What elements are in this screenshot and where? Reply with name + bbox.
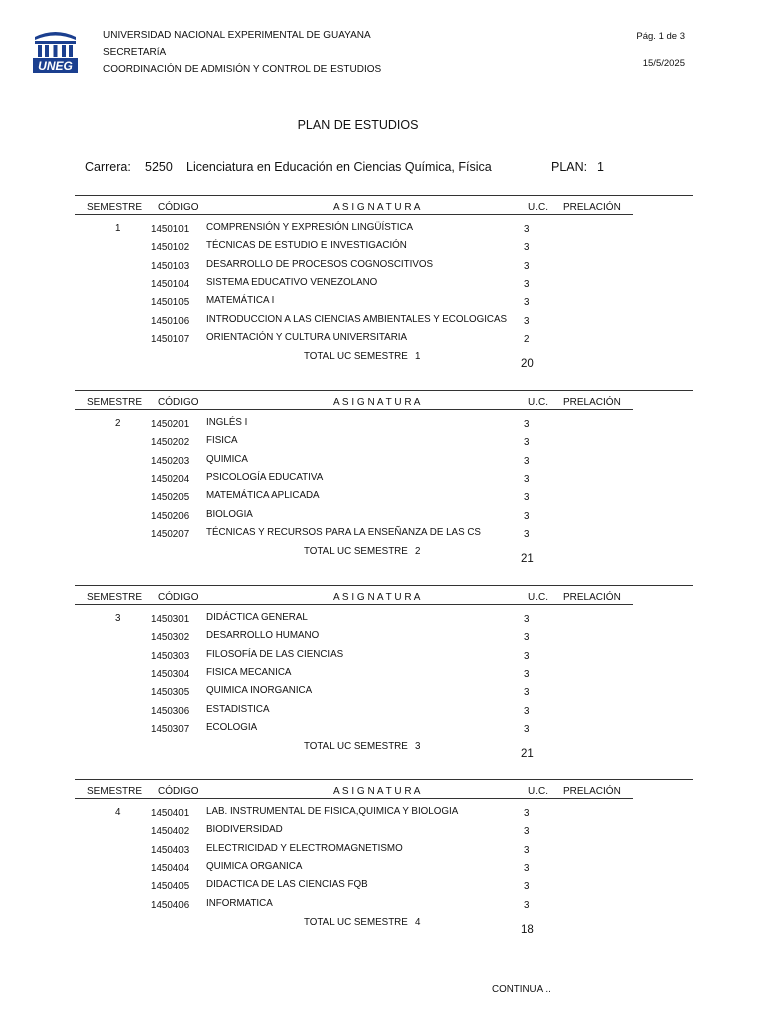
logo-text: UNEG (38, 59, 73, 73)
course-uc: 3 (524, 668, 530, 680)
semester-total-number: 3 (415, 741, 421, 753)
course-uc: 2 (524, 333, 530, 345)
course-name: FILOSOFÍA DE LAS CIENCIAS (206, 648, 344, 660)
course-uc: 3 (524, 614, 530, 625)
semester-total-uc: 20 (521, 358, 534, 371)
section-top-rule (75, 779, 693, 780)
semester-total-number: 2 (415, 546, 421, 558)
column-header-prelacion: PRELACIÓN (563, 786, 621, 797)
course-uc: 3 (524, 705, 530, 717)
semester-total-label: TOTAL UC SEMESTRE (304, 546, 408, 558)
course-name: QUIMICA (206, 453, 248, 465)
course-code: 1450205 (151, 492, 190, 504)
course-uc: 3 (524, 242, 530, 254)
course-name: COMPRENSIÓN Y EXPRESIÓN LINGÜÍSTICA (206, 222, 414, 233)
course-code: 1450403 (151, 844, 190, 856)
course-uc: 3 (524, 723, 530, 735)
course-name: DESARROLLO DE PROCESOS COGNOSCITIVOS (206, 258, 434, 270)
document-title: PLAN DE ESTUDIOS (297, 118, 419, 132)
semester-total-number: 4 (415, 916, 421, 928)
course-code: 1450101 (151, 224, 190, 235)
course-code: 1450406 (151, 899, 190, 911)
plan-value: 1 (597, 160, 604, 174)
column-header-codigo: CÓDIGO (158, 202, 199, 213)
page-number: Pág. 1 de 3 (636, 31, 685, 42)
course-uc: 3 (524, 419, 530, 430)
column-header-prelacion: PRELACIÓN (563, 202, 621, 213)
plan-label: PLAN: (551, 160, 588, 174)
semester-total-label: TOTAL UC SEMESTRE (304, 351, 408, 363)
course-code: 1450307 (151, 723, 190, 735)
course-code: 1450206 (151, 510, 190, 522)
column-header-uc: U.C. (528, 786, 548, 797)
column-header-semestre: SEMESTRE (87, 786, 143, 797)
course-uc: 3 (524, 862, 530, 874)
section-top-rule (75, 585, 693, 586)
course-code: 1450306 (151, 705, 190, 717)
course-name: BIOLOGIA (206, 508, 253, 520)
course-name: FISICA MECANICA (206, 666, 292, 678)
course-code: 1450202 (151, 437, 190, 449)
course-code: 1450402 (151, 826, 190, 838)
column-header-semestre: SEMESTRE (87, 397, 143, 408)
course-code: 1450301 (151, 614, 190, 625)
semester-total-uc: 21 (521, 748, 534, 761)
course-uc: 3 (524, 455, 530, 467)
semester-total-label: TOTAL UC SEMESTRE (304, 916, 408, 928)
uneg-logo (32, 29, 79, 74)
column-header-uc: U.C. (528, 592, 548, 603)
semester-total-uc: 18 (521, 923, 534, 936)
course-uc: 3 (524, 297, 530, 309)
semester-total-number: 1 (415, 351, 421, 363)
course-code: 1450203 (151, 455, 190, 467)
course-uc: 3 (524, 278, 530, 290)
course-name: MATEMÁTICA APLICADA (206, 490, 320, 502)
course-name: ECOLOGIA (206, 721, 258, 733)
semester-total-label: TOTAL UC SEMESTRE (304, 741, 408, 753)
carrera-name: Licenciatura en Educación en Ciencias Química, Física (186, 160, 492, 174)
column-header-asignatura: A S I G N A T U R A (333, 397, 421, 408)
column-header-asignatura: A S I G N A T U R A (333, 202, 421, 213)
course-name: LAB. INSTRUMENTAL DE FISICA,QUIMICA Y BIOLOGIA (206, 806, 459, 817)
course-code: 1450305 (151, 687, 190, 699)
course-code: 1450102 (151, 242, 190, 254)
course-uc: 3 (524, 844, 530, 856)
report-date: 15/5/2025 (642, 58, 685, 69)
course-uc: 3 (524, 808, 530, 819)
course-name: TÉCNICAS DE ESTUDIO E INVESTIGACIÓN (206, 240, 407, 252)
section-top-rule (75, 195, 693, 196)
course-uc: 3 (524, 510, 530, 522)
column-header-asignatura: A S I G N A T U R A (333, 786, 421, 797)
course-uc: 3 (524, 650, 530, 662)
course-code: 1450106 (151, 315, 190, 327)
header-bottom-rule (75, 604, 633, 605)
course-uc: 3 (524, 473, 530, 485)
course-code: 1450107 (151, 333, 190, 345)
course-uc: 3 (524, 224, 530, 235)
course-code: 1450303 (151, 650, 190, 662)
course-code: 1450104 (151, 278, 190, 290)
semester-total-uc: 21 (521, 553, 534, 566)
course-code: 1450105 (151, 297, 190, 309)
header-bottom-rule (75, 798, 633, 799)
carrera-label: Carrera: (85, 160, 131, 174)
department-name: SECRETARíA (103, 47, 167, 58)
course-name: PSICOLOGÍA EDUCATIVA (206, 471, 324, 483)
column-header-uc: U.C. (528, 202, 548, 213)
semester-number: 1 (115, 223, 121, 234)
header-bottom-rule (75, 214, 633, 215)
column-header-semestre: SEMESTRE (87, 592, 143, 603)
course-name: QUIMICA ORGANICA (206, 860, 303, 872)
course-name: TÉCNICAS Y RECURSOS PARA LA ENSEÑANZA DE LAS CS (206, 526, 481, 538)
course-name: DIDACTICA DE LAS CIENCIAS FQB (206, 879, 368, 891)
course-uc: 3 (524, 881, 530, 893)
section-top-rule (75, 390, 693, 391)
course-code: 1450405 (151, 881, 190, 893)
course-code: 1450204 (151, 473, 190, 485)
course-uc: 3 (524, 528, 530, 540)
course-uc: 3 (524, 826, 530, 838)
course-uc: 3 (524, 632, 530, 644)
course-name: INTRODUCCION A LAS CIENCIAS AMBIENTALES Y ECOLOGICAS (206, 313, 508, 325)
header-bottom-rule (75, 409, 633, 410)
course-code: 1450103 (151, 260, 190, 272)
column-header-codigo: CÓDIGO (158, 592, 199, 603)
semester-number: 3 (115, 613, 121, 624)
university-name: UNIVERSIDAD NACIONAL EXPERIMENTAL DE GUAYANA (103, 30, 371, 41)
course-name: ELECTRICIDAD Y ELECTROMAGNETISMO (206, 842, 403, 854)
course-name: BIODIVERSIDAD (206, 824, 283, 836)
continue-note: CONTINUA .. (492, 984, 551, 995)
column-header-semestre: SEMESTRE (87, 202, 143, 213)
course-code: 1450302 (151, 632, 190, 644)
course-uc: 3 (524, 315, 530, 327)
office-name: COORDINACIÓN DE ADMISIÓN Y CONTROL DE ESTUDIOS (103, 64, 382, 75)
course-uc: 3 (524, 437, 530, 449)
column-header-prelacion: PRELACIÓN (563, 397, 621, 408)
carrera-code: 5250 (145, 160, 173, 174)
semester-number: 4 (115, 807, 121, 818)
course-code: 1450304 (151, 668, 190, 680)
column-header-asignatura: A S I G N A T U R A (333, 592, 421, 603)
course-code: 1450201 (151, 419, 190, 430)
semester-number: 2 (115, 418, 121, 429)
course-code: 1450207 (151, 528, 190, 540)
course-code: 1450404 (151, 862, 190, 874)
column-header-codigo: CÓDIGO (158, 397, 199, 408)
course-name: DIDÁCTICA GENERAL (206, 612, 308, 623)
course-uc: 3 (524, 687, 530, 699)
course-uc: 3 (524, 260, 530, 272)
course-name: SISTEMA EDUCATIVO VENEZOLANO (206, 276, 378, 288)
course-uc: 3 (524, 492, 530, 504)
course-name: INFORMATICA (206, 897, 273, 909)
column-header-uc: U.C. (528, 397, 548, 408)
course-uc: 3 (524, 899, 530, 911)
course-name: QUIMICA INORGANICA (206, 685, 313, 697)
course-name: ORIENTACIÓN Y CULTURA UNIVERSITARIA (206, 331, 408, 343)
column-header-codigo: CÓDIGO (158, 786, 199, 797)
course-name: MATEMÁTICA I (206, 295, 275, 307)
column-header-prelacion: PRELACIÓN (563, 592, 621, 603)
course-name: FISICA (206, 435, 238, 447)
course-code: 1450401 (151, 808, 190, 819)
course-name: DESARROLLO HUMANO (206, 630, 320, 642)
course-name: ESTADISTICA (206, 703, 270, 715)
course-name: INGLÉS I (206, 417, 248, 428)
